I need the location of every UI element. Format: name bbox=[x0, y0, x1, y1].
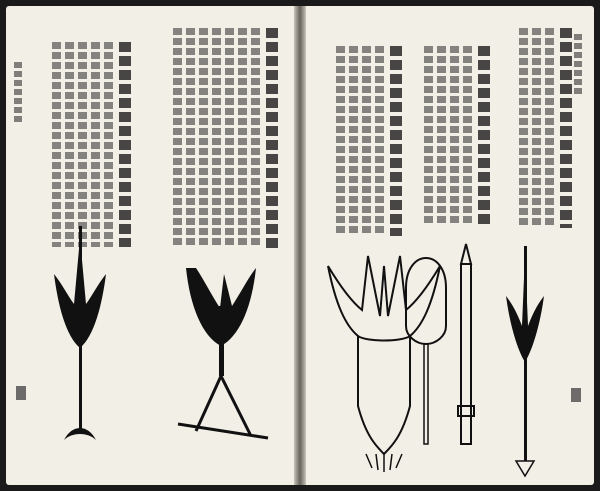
black-swallowtail-arrow-illustration bbox=[506, 246, 544, 476]
long-rod-arrow-illustration bbox=[458, 244, 474, 444]
left-illustrations bbox=[6, 6, 294, 485]
book-gutter bbox=[294, 6, 306, 485]
stand-arrow-illustration bbox=[178, 268, 268, 438]
left-page bbox=[6, 6, 294, 485]
bag-head-arrow-illustration bbox=[328, 256, 440, 472]
swallowtail-arrow-illustration bbox=[54, 226, 106, 440]
right-page bbox=[306, 6, 594, 485]
right-illustrations bbox=[306, 6, 594, 485]
